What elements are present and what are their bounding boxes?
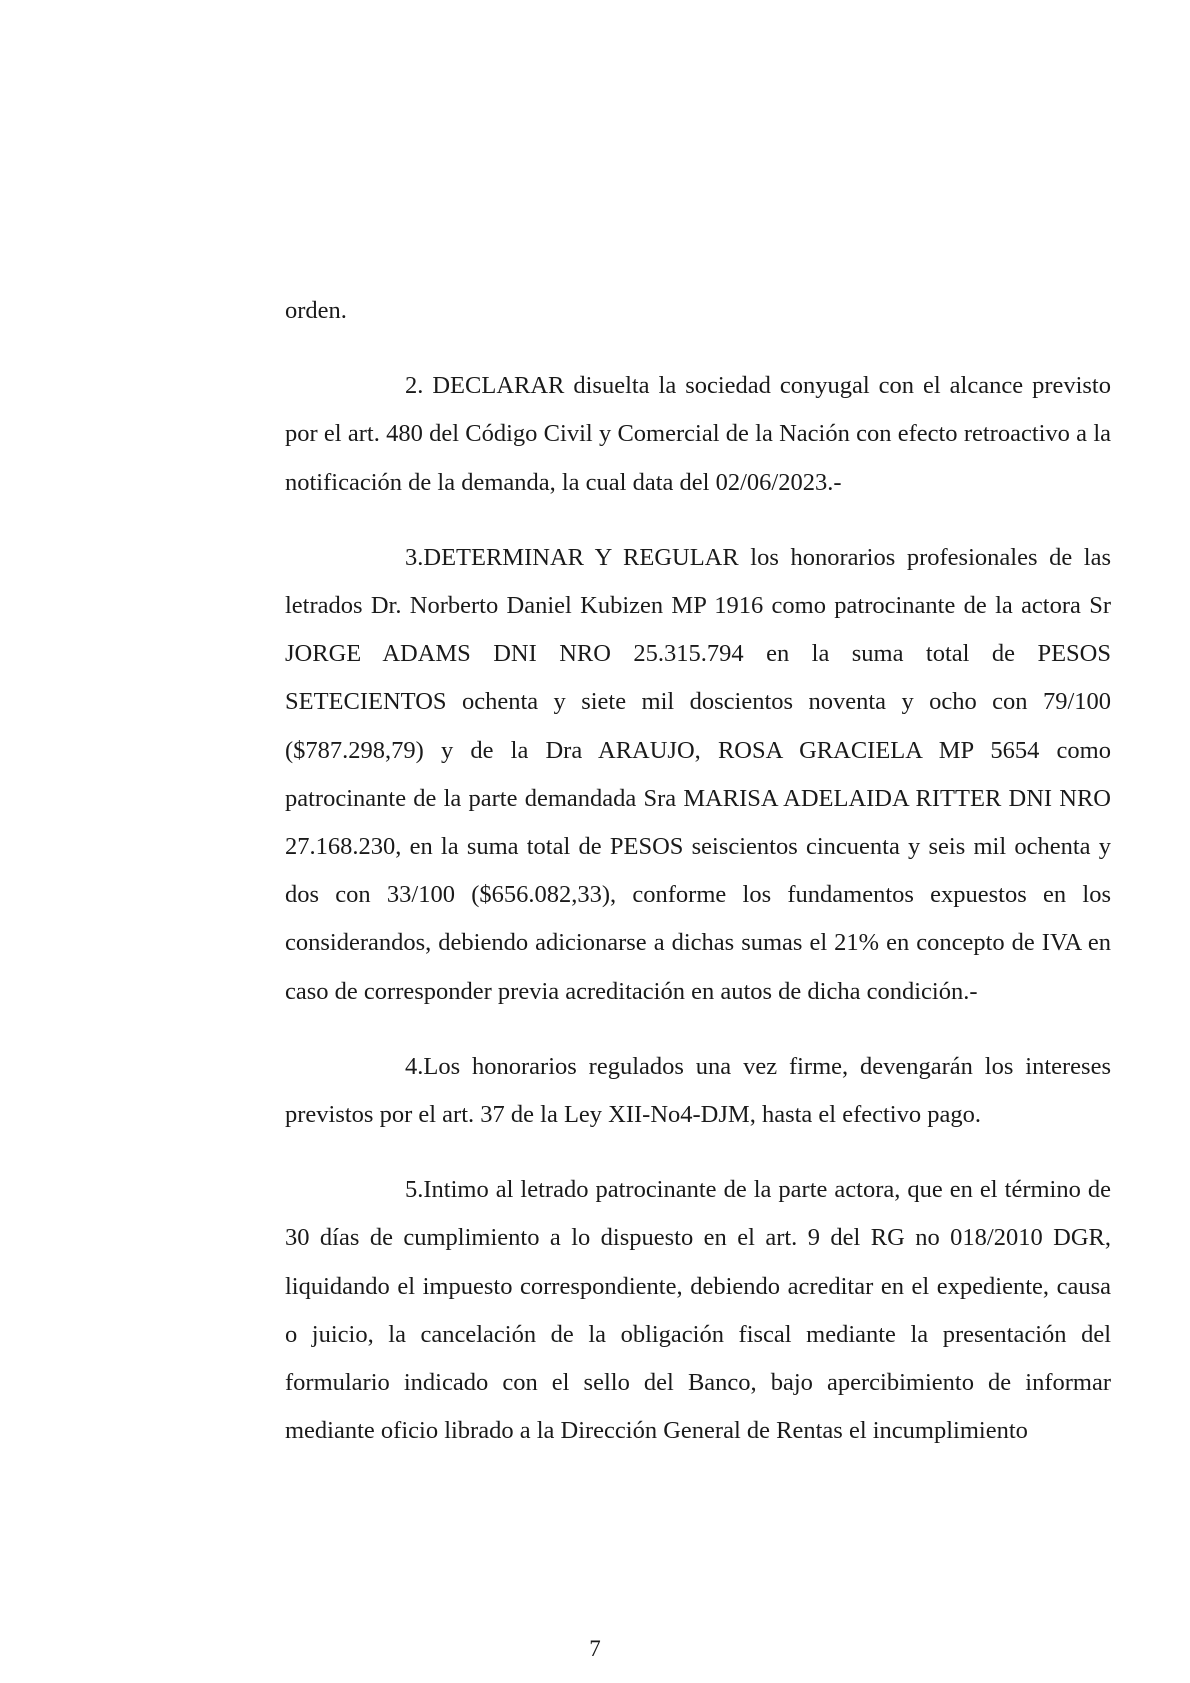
document-body: [285, 287, 1111, 1455]
paragraph-item-5: 5.Intimo al letrado patrocinante de la parte actora, que en el término de 30 días de cumplimiento a lo dispuesto en el art. 9 del RG no 018/2010 DGR, liquidando el impuesto correspondiente, debiendo acreditar en el expediente, causa o juicio, la cancelación de la obligación fiscal mediante la presentación del formulario indicado con el sello del Banco, bajo apercibimiento de informar mediante oficio librado a la Dirección General de Rentas el incumplimiento: [285, 1176, 1111, 1445]
paragraph-item-3: 3.DETERMINAR Y REGULAR los honorarios profesionales de las letrados Dr. Norberto Daniel Kubizen MP 1916 como patrocinante de la actora Sr JORGE ADAMS DNI NRO 25.315.794 en la suma total de PESOS SETECIENTOS ochenta y siete mil doscientos noventa y ocho con 79/100 ($787.298,79) y de la Dra ARAUJO, ROSA GRACIELA MP 5654 como patrocinante de la parte demandada Sra MARISA ADELAIDA RITTER DNI NRO 27.168.230, en la suma total de PESOS seiscientos cincuenta y seis mil ochenta y dos con 33/100 ($656.082,33), conforme los fundamentos expuestos en los considerandos, debiendo adicionarse a dichas sumas el 21% en concepto de IVA en caso de corresponder previa acreditación en autos de dicha condición.-: [285, 543, 1111, 1005]
paragraph-item-4: 4.Los honorarios regulados una vez firme, devengarán los intereses previstos por el art. 37 de la Ley XII-No4-DJM, hasta el efectivo pago.: [285, 1052, 1111, 1129]
paragraph-continuation: orden.: [285, 297, 347, 324]
page-number: 7: [589, 1636, 601, 1661]
paragraph-item-2: 2. DECLARAR disuelta la sociedad conyugal con el alcance previsto por el art. 480 del Código Civil y Comercial de la Nación con efecto retroactivo a la notificación de la demanda, la cual data del 02/06/2023.-: [285, 372, 1111, 496]
